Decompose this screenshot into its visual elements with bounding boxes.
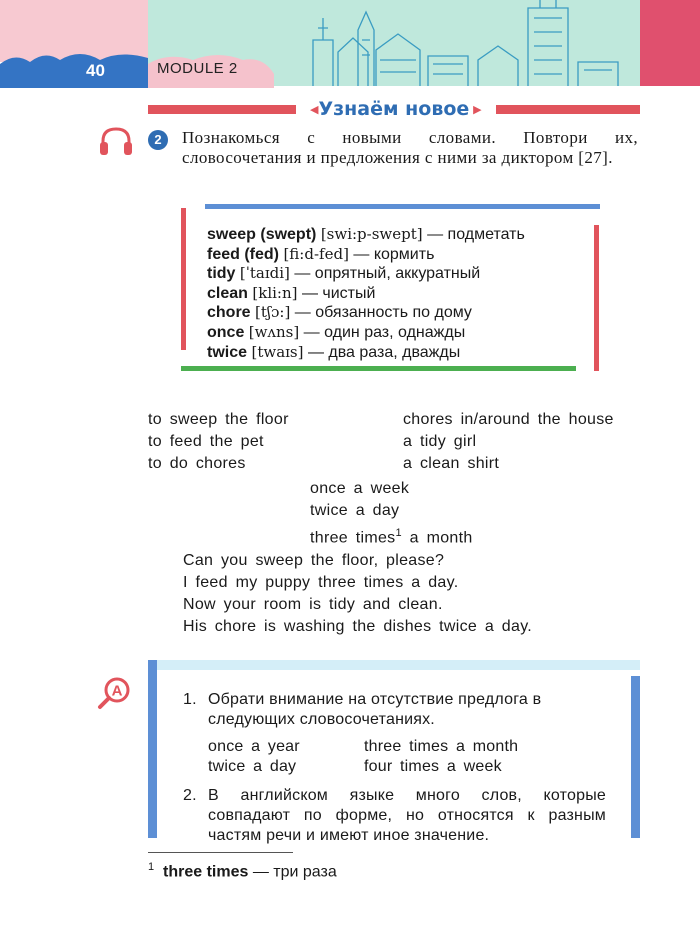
vocab-row: sweep (swept) [swi:p-swept] — подметать <box>207 225 525 243</box>
sentence: I feed my puppy three times a day. <box>183 574 459 591</box>
notice-item-1: Обрати внимание на отсутствие предлога в следующих словосочетаниях. <box>208 691 542 728</box>
sentence: His chore is washing the dishes twice a day. <box>183 618 533 635</box>
phrase: three times$^1$ a month <box>310 527 473 547</box>
example-phrase: twice a day <box>208 758 297 775</box>
notice-box-left-border <box>148 660 157 838</box>
phrase: a clean shirt <box>403 455 500 472</box>
vocab-box-bottom-border <box>181 366 576 371</box>
vocab-row: clean [kli:n] — чистый <box>207 283 376 302</box>
example-phrase: three times a month <box>364 738 519 755</box>
magnifier-icon[interactable] <box>97 676 133 710</box>
vocab-box-top-border <box>205 204 600 209</box>
section-title: ◀ Узнаём новое ▶ <box>296 98 496 120</box>
example-sentences <box>183 550 532 638</box>
magnifier-letter: A <box>111 682 123 700</box>
page-number: 40 <box>86 61 105 80</box>
exercise-instruction: Познакомься с новыми словами. Повтори их, словосочетания и предложения с ними за диктором [27]. <box>182 128 638 167</box>
vocab-box-left-border <box>181 208 186 350</box>
phrases-left-column <box>148 409 289 475</box>
vocab-row: feed (fed) [fi:d-fed] — кормить <box>207 244 435 263</box>
footnote-mark: 1 <box>148 861 155 873</box>
footnote-term: three times <box>163 863 249 881</box>
notice-item-2: В английском языке много слов, которые совпадают по форме, но относятся к разным частям речи и имеют иное значение. <box>208 787 606 844</box>
sentence: Can you sweep the floor, please? <box>183 552 445 569</box>
exercise-number: 2 <box>148 130 168 150</box>
vocab-row: once [wʌns] — один раз, однажды <box>207 322 466 341</box>
phrase: to sweep the floor <box>148 411 289 428</box>
vocab-list <box>207 225 597 362</box>
notice-box-right-border <box>631 676 640 838</box>
notice-item-number: 1. <box>183 691 197 708</box>
phrase: to do chores <box>148 455 246 472</box>
vocab-row: chore [tʃɔ:] — обязанность по дому <box>207 303 472 322</box>
phrase: once a week <box>310 480 410 497</box>
footnote-divider <box>148 852 293 853</box>
example-phrase: four times a week <box>364 758 502 775</box>
vocab-row: tidy [ˈtaɪdi] — опрятный, аккуратный <box>207 264 481 283</box>
notice-examples-right <box>364 737 518 777</box>
phrase: to feed the pet <box>148 433 264 450</box>
headphones-icon[interactable] <box>98 126 134 156</box>
notice-examples-left <box>208 737 300 777</box>
notice-item-number: 2. <box>183 787 197 804</box>
phrase: a tidy girl <box>403 433 477 450</box>
phrase: chores in/around the house <box>403 411 614 428</box>
example-phrase: once a year <box>208 738 300 755</box>
sentence: Now your room is tidy and clean. <box>183 596 443 613</box>
vocab-row: twice [twaɪs] — два раза, дважды <box>207 342 461 361</box>
notice-box-top-border <box>148 660 640 670</box>
module-label: MODULE 2 <box>157 60 238 77</box>
phrases-right-column <box>403 409 614 475</box>
phrases-center-column <box>310 478 473 549</box>
footnote-translation: — три раза <box>248 863 337 881</box>
footnote <box>148 861 337 881</box>
header-corner-band <box>640 0 700 86</box>
phrase: twice a day <box>310 502 400 519</box>
